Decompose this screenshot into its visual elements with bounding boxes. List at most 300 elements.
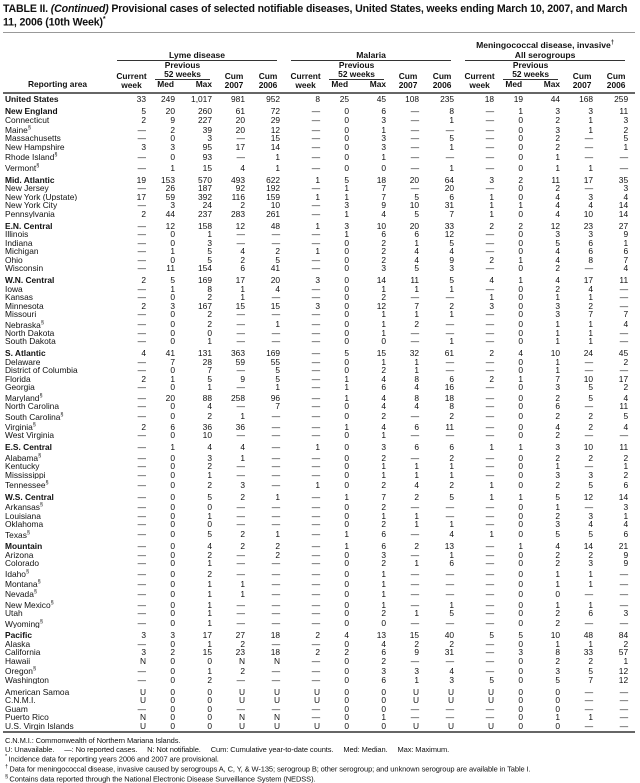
area-label: Idaho§: [5, 568, 30, 579]
value-cell: 9: [414, 647, 420, 658]
value-cell: 2: [207, 292, 212, 303]
value-cell: —: [236, 430, 245, 441]
value-cell: 3: [623, 608, 629, 619]
value-cell: —: [271, 666, 281, 677]
value-cell: 4: [414, 401, 420, 412]
value-cell: 1: [240, 292, 245, 303]
area-label: New York (Upstate): [5, 192, 78, 202]
value-cell: —: [619, 283, 629, 294]
value-cell: —: [271, 461, 281, 471]
value-cell: —: [311, 382, 321, 393]
value-cell: 1: [555, 327, 561, 338]
value-cell: 2: [141, 421, 146, 432]
value-cell: 3: [170, 300, 175, 311]
value-cell: 10: [583, 208, 594, 219]
footnote-marker: §: [5, 773, 10, 780]
footnote-marker: §: [25, 568, 30, 575]
value-cell: 0: [518, 666, 524, 677]
value-cell: 0: [518, 461, 524, 471]
value-cell: —: [485, 411, 495, 422]
value-cell: 5: [170, 275, 175, 286]
value-cell: 2: [449, 479, 455, 490]
area-label: Wyoming§: [5, 618, 43, 628]
value-cell: 4: [489, 275, 495, 286]
value-cell: 2: [275, 549, 281, 560]
value-cell: 1: [240, 283, 245, 294]
value-cell: 13: [444, 541, 455, 552]
value-cell: —: [485, 647, 495, 658]
value-cell: 4: [588, 200, 594, 211]
value-cell: —: [311, 348, 321, 359]
area-label: Hawaii: [5, 656, 31, 666]
area-label: Texas§: [5, 529, 30, 539]
value-cell: 1: [207, 336, 212, 347]
value-cell: —: [311, 141, 321, 152]
value-cell: 0: [518, 638, 524, 649]
value-cell: 13: [376, 630, 387, 641]
value-cell: 2: [275, 246, 281, 257]
value-cell: 36: [202, 421, 212, 432]
value-cell: 0: [344, 275, 350, 286]
value-cell: —: [137, 469, 146, 480]
value-cell: 0: [170, 327, 175, 338]
value-cell: —: [137, 336, 146, 347]
value-cell: 1: [207, 578, 212, 589]
value-cell: 0: [170, 608, 175, 619]
value-cell: 169: [266, 348, 281, 359]
value-cell: 14: [583, 541, 594, 552]
value-cell: 1: [555, 152, 561, 163]
value-cell: —: [271, 411, 281, 422]
value-cell: 3: [555, 106, 561, 117]
value-cell: 5: [623, 411, 629, 422]
value-cell: 92: [235, 183, 245, 194]
col-cum-2006: Cum 2006: [258, 70, 278, 91]
area-label: S. Atlantic: [5, 349, 46, 358]
value-cell: 3: [588, 106, 594, 117]
value-cell: —: [619, 686, 629, 697]
value-cell: —: [236, 510, 245, 521]
value-cell: —: [311, 712, 321, 723]
value-cell: 1: [344, 373, 350, 384]
value-cell: —: [271, 421, 281, 432]
value-cell: —: [410, 133, 420, 144]
value-cell: —: [619, 300, 629, 311]
value-cell: —: [410, 152, 420, 163]
value-cell: 1: [207, 510, 212, 521]
value-cell: 2: [555, 558, 561, 569]
value-cell: 4: [207, 442, 212, 453]
value-cell: —: [410, 712, 420, 723]
value-cell: —: [236, 549, 245, 560]
value-cell: 2: [344, 647, 350, 658]
value-cell: 1: [381, 356, 387, 367]
value-cell: —: [485, 162, 495, 173]
col-med: Med: [331, 79, 349, 90]
value-cell: 31: [444, 200, 455, 211]
value-cell: —: [271, 568, 281, 579]
value-cell: 2: [240, 200, 245, 211]
value-cell: 0: [518, 263, 524, 274]
value-cell: 2: [381, 558, 387, 569]
value-cell: —: [485, 558, 495, 569]
area-label: Mountain: [5, 542, 43, 551]
value-cell: —: [584, 401, 594, 412]
value-cell: 1: [240, 589, 245, 600]
value-cell: 1: [623, 461, 629, 471]
value-cell: 0: [170, 309, 175, 320]
value-cell: 14: [270, 141, 281, 152]
value-cell: 0: [518, 655, 524, 666]
value-cell: 0: [344, 327, 350, 338]
group-header-spacer: [3, 37, 113, 61]
table-row: [3, 588, 635, 598]
value-cell: U: [314, 695, 321, 706]
value-cell: 0: [518, 283, 524, 294]
value-cell: —: [584, 152, 594, 163]
value-cell: 3: [489, 174, 495, 185]
value-cell: —: [271, 442, 281, 453]
value-cell: N: [274, 655, 281, 666]
value-cell: —: [410, 162, 420, 173]
value-cell: 41: [165, 348, 175, 359]
value-cell: 4: [555, 275, 561, 286]
value-cell: 259: [614, 94, 629, 105]
value-cell: —: [445, 655, 455, 666]
value-cell: 28: [202, 356, 212, 367]
value-cell: —: [236, 382, 245, 393]
area-label: New England: [5, 107, 58, 116]
value-cell: 2: [381, 608, 387, 619]
value-cell: 31: [444, 647, 455, 658]
value-cell: —: [485, 655, 495, 666]
value-cell: 11: [619, 401, 629, 412]
area-label: Arkansas§: [5, 502, 43, 512]
value-cell: U: [488, 695, 495, 706]
value-cell: —: [619, 703, 629, 714]
value-cell: 2: [623, 638, 629, 649]
value-cell: 5: [588, 479, 594, 490]
value-cell: 0: [518, 392, 524, 403]
table-row: [3, 722, 635, 731]
value-cell: 3: [141, 630, 146, 641]
value-cell: 1: [315, 442, 321, 453]
value-cell: —: [236, 309, 245, 320]
value-cell: 4: [623, 191, 629, 202]
value-cell: —: [410, 336, 420, 347]
value-cell: —: [311, 124, 321, 135]
value-cell: —: [485, 237, 495, 248]
value-cell: 0: [518, 411, 524, 422]
value-cell: 4: [449, 246, 455, 257]
value-cell: —: [485, 114, 495, 125]
value-cell: —: [619, 152, 629, 163]
value-cell: 4: [207, 541, 212, 552]
value-cell: —: [584, 141, 594, 152]
value-cell: —: [137, 392, 146, 403]
table-row: [3, 657, 635, 666]
value-cell: 2: [555, 549, 561, 560]
value-cell: 0: [344, 411, 350, 422]
value-cell: 1: [518, 491, 524, 502]
value-cell: 1: [588, 162, 594, 173]
value-cell: 0: [170, 655, 175, 666]
area-label: Louisiana: [5, 511, 41, 521]
area-label: Kansas: [5, 293, 33, 302]
value-cell: U: [139, 720, 146, 731]
value-cell: 4: [555, 246, 561, 257]
value-cell: —: [236, 568, 245, 579]
value-cell: 0: [170, 382, 175, 393]
value-cell: —: [410, 655, 420, 666]
value-cell: 0: [518, 141, 524, 152]
table-row: [3, 402, 635, 411]
value-cell: —: [619, 430, 629, 441]
value-cell: 0: [207, 712, 212, 723]
value-cell: 6: [381, 382, 387, 393]
value-cell: 167: [198, 300, 212, 311]
value-cell: —: [485, 510, 495, 521]
value-cell: —: [137, 442, 146, 453]
value-cell: —: [619, 578, 629, 589]
value-cell: 2: [381, 411, 387, 422]
value-cell: —: [584, 502, 594, 513]
col-current-week: Current week: [290, 70, 321, 91]
value-cell: —: [236, 152, 245, 163]
table-row: [3, 479, 635, 489]
value-cell: 4: [588, 519, 594, 530]
value-cell: —: [485, 430, 495, 441]
area-label: Colorado: [5, 559, 39, 568]
value-cell: 2: [207, 568, 212, 579]
value-cell: —: [311, 283, 321, 294]
area-label: Tennessee§: [5, 479, 49, 490]
value-cell: 3: [555, 124, 561, 135]
value-cell: 363: [231, 348, 245, 359]
value-cell: 5: [414, 191, 420, 202]
value-cell: 0: [344, 519, 350, 530]
value-cell: 3: [449, 263, 455, 274]
footnote-marker: §: [36, 162, 40, 169]
value-cell: 4: [555, 421, 561, 432]
value-cell: —: [445, 365, 455, 376]
value-cell: 1,017: [191, 94, 212, 105]
value-cell: N: [139, 712, 146, 723]
value-cell: 0: [170, 720, 175, 731]
area-label: South Dakota: [5, 337, 56, 346]
value-cell: 1: [518, 254, 524, 265]
value-cell: —: [311, 469, 321, 480]
value-cell: —: [445, 502, 455, 513]
value-cell: —: [311, 309, 321, 320]
value-cell: 0: [344, 152, 350, 163]
value-cell: N: [274, 712, 281, 723]
value-cell: 2: [449, 411, 455, 422]
value-cell: 0: [170, 502, 175, 513]
value-cell: U: [139, 686, 146, 697]
value-cell: —: [137, 411, 146, 422]
value-cell: U: [139, 695, 146, 706]
value-cell: 0: [518, 720, 524, 731]
value-cell: 0: [381, 162, 387, 173]
value-cell: —: [445, 703, 455, 714]
value-cell: 3: [449, 674, 455, 685]
value-cell: —: [584, 461, 594, 471]
value-cell: 192: [266, 183, 281, 194]
value-cell: 0: [344, 430, 350, 441]
value-cell: 0: [170, 541, 175, 552]
value-cell: 0: [344, 237, 350, 248]
value-cell: 2: [555, 283, 561, 294]
value-cell: 0: [518, 382, 524, 393]
value-cell: 0: [344, 666, 350, 677]
value-cell: 1: [381, 327, 387, 338]
value-cell: 2: [588, 549, 594, 560]
value-cell: 0: [518, 356, 524, 367]
value-cell: —: [311, 674, 321, 685]
table-row: [3, 162, 635, 172]
value-cell: —: [137, 319, 146, 330]
value-cell: 1: [449, 162, 455, 173]
value-cell: 0: [555, 686, 561, 697]
value-cell: —: [271, 578, 281, 589]
value-cell: 283: [231, 208, 245, 219]
value-cell: 2: [449, 638, 455, 649]
value-cell: 0: [344, 292, 350, 303]
area-label: District of Columbia: [5, 366, 78, 375]
value-cell: 1: [344, 421, 350, 432]
value-cell: 3: [141, 647, 146, 658]
value-cell: 1: [489, 479, 495, 490]
value-cell: —: [619, 720, 629, 731]
col-cum-2006: Cum 2006: [606, 70, 626, 91]
value-cell: 1: [518, 200, 524, 211]
value-cell: 2: [240, 491, 245, 502]
value-cell: —: [619, 568, 629, 579]
value-cell: 4: [555, 200, 561, 211]
value-cell: 4: [623, 392, 629, 403]
value-cell: 1: [623, 655, 629, 666]
value-cell: 3: [170, 200, 175, 211]
value-cell: —: [485, 309, 495, 320]
value-cell: 0: [381, 336, 387, 347]
value-cell: 6: [623, 479, 629, 490]
area-label: Oregon§: [5, 666, 36, 676]
col-med: Med: [505, 79, 523, 90]
value-cell: —: [311, 392, 321, 403]
value-cell: 14: [618, 200, 629, 211]
value-cell: U: [238, 720, 245, 731]
value-cell: 1: [489, 292, 495, 303]
value-cell: 6: [623, 529, 629, 540]
value-cell: 0: [344, 133, 350, 144]
value-cell: 1: [518, 442, 524, 453]
value-cell: 8: [207, 283, 212, 294]
value-cell: 3: [555, 382, 561, 393]
value-cell: 1: [275, 152, 281, 163]
value-cell: 2: [588, 452, 594, 463]
table-row: [3, 520, 635, 529]
value-cell: —: [311, 411, 321, 422]
value-cell: 0: [170, 229, 175, 240]
value-cell: 0: [344, 578, 350, 589]
group-header-meningococcal: [461, 37, 635, 61]
value-cell: 0: [344, 124, 350, 135]
col-max: Max: [369, 79, 387, 90]
value-cell: 2: [623, 356, 629, 367]
value-cell: 12: [618, 674, 629, 685]
value-cell: 0: [170, 695, 175, 706]
value-cell: —: [271, 469, 281, 480]
value-cell: —: [445, 589, 455, 600]
group-header-malaria: [287, 37, 461, 61]
value-cell: —: [137, 491, 146, 502]
value-cell: —: [137, 568, 146, 579]
title-main: Provisional cases of selected notifiable diseases, United States, weeks ending March 10, 2007, and March 11, 2006 (10th Week): [3, 3, 628, 29]
value-cell: 5: [518, 630, 524, 641]
value-cell: 1: [489, 442, 495, 453]
value-cell: 2: [207, 549, 212, 560]
value-cell: 36: [235, 421, 245, 432]
value-cell: 0: [518, 401, 524, 412]
value-cell: 15: [376, 348, 387, 359]
area-label: C.N.M.I.: [5, 696, 36, 705]
value-cell: 4: [555, 208, 561, 219]
value-cell: —: [311, 655, 321, 666]
value-cell: 0: [344, 558, 350, 569]
value-cell: 1: [518, 106, 524, 117]
value-cell: —: [410, 327, 420, 338]
value-cell: 1: [555, 162, 561, 173]
value-cell: 0: [518, 558, 524, 569]
value-cell: U: [488, 720, 495, 731]
value-cell: 0: [518, 336, 524, 347]
table-row: [3, 618, 635, 628]
value-cell: —: [410, 502, 420, 513]
value-cell: —: [485, 229, 495, 240]
value-cell: 0: [518, 599, 524, 610]
value-cell: 1: [381, 578, 387, 589]
table-row: [3, 310, 635, 319]
value-cell: 5: [207, 529, 212, 540]
value-cell: 2: [141, 114, 146, 125]
value-cell: 2: [489, 373, 495, 384]
value-cell: 12: [618, 666, 629, 677]
value-cell: —: [271, 502, 281, 513]
value-cell: —: [619, 695, 629, 706]
footnote-marker: §: [39, 618, 43, 625]
value-cell: 4: [381, 392, 387, 403]
value-cell: —: [311, 541, 321, 552]
value-cell: 0: [344, 106, 350, 117]
value-cell: 1: [207, 558, 212, 569]
value-cell: —: [271, 229, 281, 240]
value-cell: 2: [381, 292, 387, 303]
value-cell: 2: [623, 469, 629, 480]
value-cell: 2: [240, 529, 245, 540]
value-cell: U: [488, 686, 495, 697]
value-cell: —: [271, 674, 281, 685]
value-cell: 1: [555, 578, 561, 589]
value-cell: —: [584, 695, 594, 706]
value-cell: 1: [170, 442, 175, 453]
value-cell: 0: [518, 365, 524, 376]
value-cell: —: [137, 124, 146, 135]
value-cell: 11: [619, 106, 629, 117]
value-cell: 96: [270, 392, 281, 403]
value-cell: 9: [623, 549, 629, 560]
value-cell: 6: [381, 674, 387, 685]
